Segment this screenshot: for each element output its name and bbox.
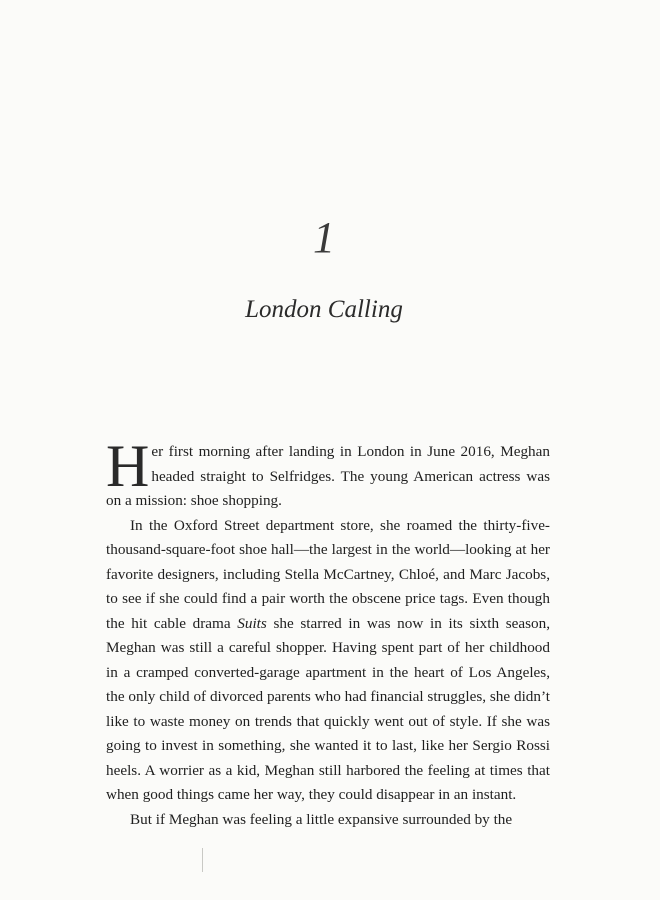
- paragraph-3: [106, 808, 550, 833]
- paragraph-2: [106, 514, 550, 808]
- paragraph-3-text: But if Meghan was feeling a little expansive surrounded by the: [130, 810, 513, 828]
- chapter-title: London Calling: [245, 296, 403, 323]
- drop-cap: H: [106, 433, 150, 499]
- chapter-body: [106, 433, 550, 832]
- show-title-italic: Suits: [237, 614, 267, 632]
- scan-margin-mark: [202, 848, 203, 872]
- paragraph-2-text-after: she starred in was now in its sixth season, Meghan was still a careful shopper. Having spent part of her childhood in a cramped converted-garage apartment in the heart of Los Angeles, the only child of divorced parents who had financial struggles, she didn’t like to waste money on trends that quickly went out of style. If she was going to invest in something, she wanted it to last, like her Sergio Rossi heels. A worrier as a kid, Meghan still harbored the feeling at times that when good things came her way, they could disappear in an instant.: [106, 614, 550, 803]
- paragraph-2-text-before: In the Oxford Street department store, she roamed the thirty-five-thousand-square-foot shoe hall—the largest in the world—looking at her favorite designers, including Stella McCartney, Chloé, and Marc Jacobs, to see if she could find a pair worth the obscene price tags. Even though the hit cable drama: [106, 516, 550, 632]
- paragraph-1: [106, 433, 550, 514]
- chapter-number: 1: [313, 213, 335, 262]
- paragraph-1-text: er first morning after landing in London in June 2016, Meghan headed straight to Selfridges. The young American actress was on a mission: shoe shopping.: [106, 443, 550, 509]
